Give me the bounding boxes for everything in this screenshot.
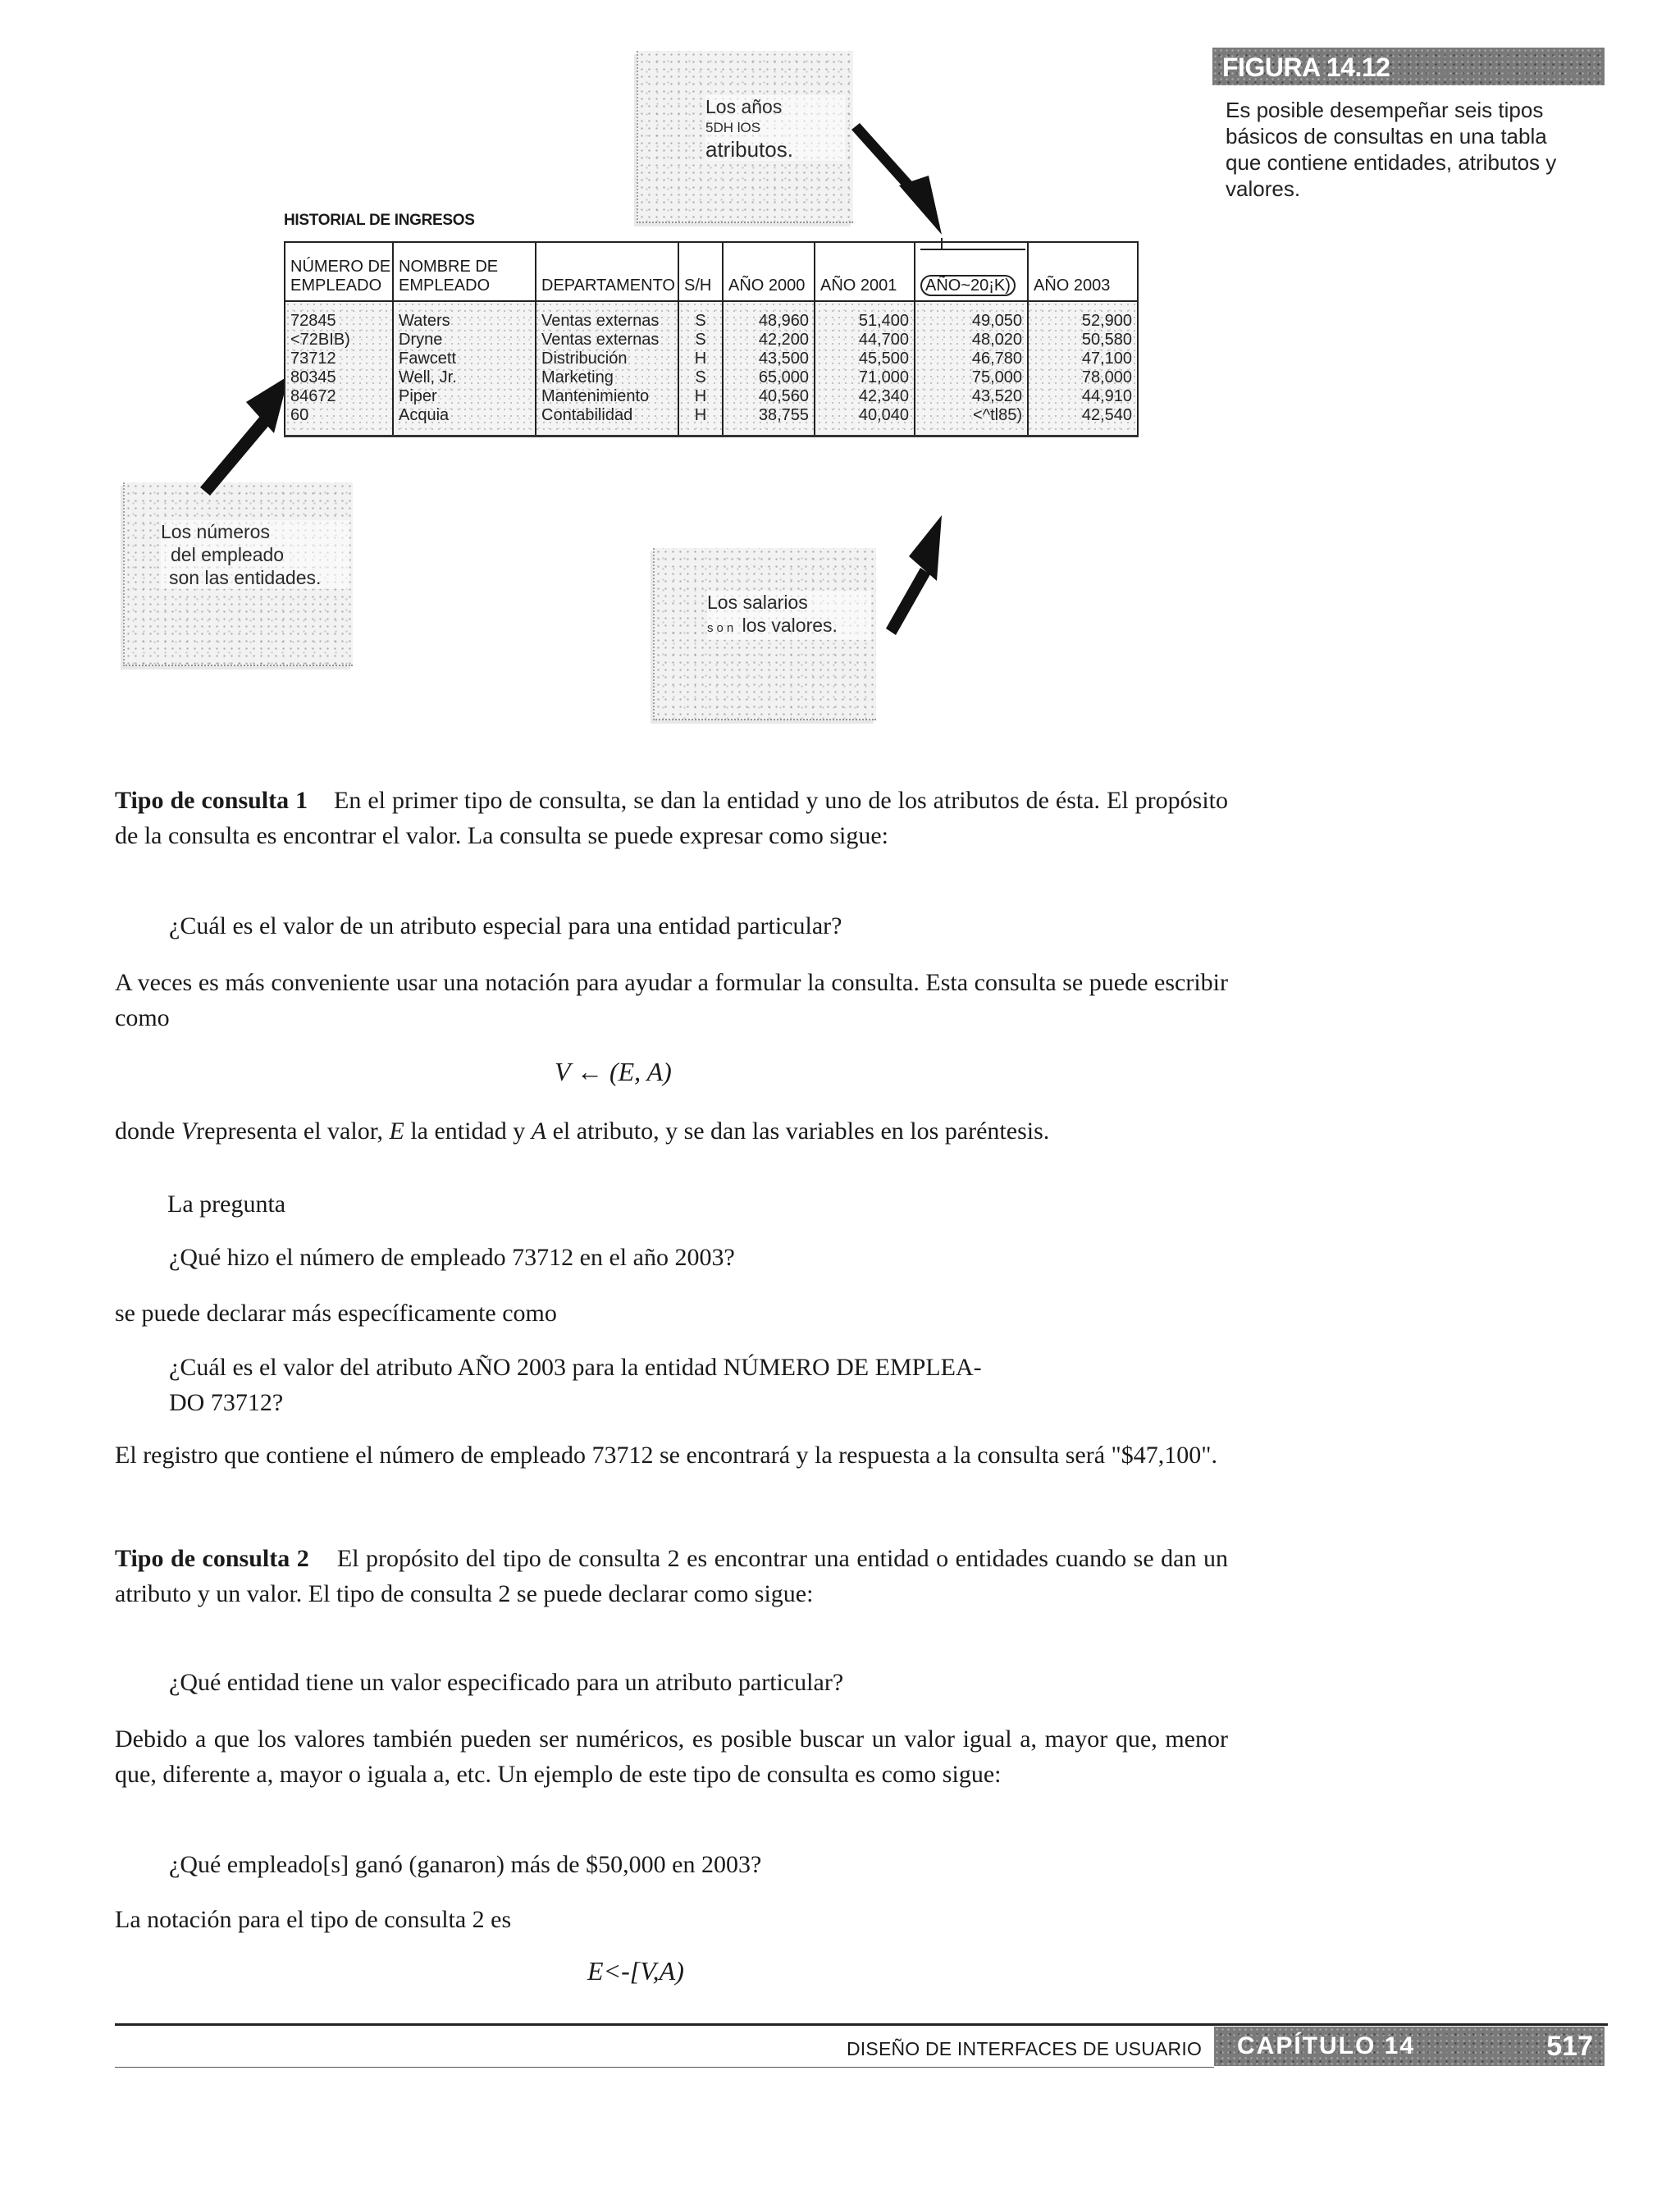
table-row bbox=[285, 406, 1138, 436]
cell-year-2001: 40,040 bbox=[815, 406, 915, 436]
paragraph-type1-where bbox=[115, 1113, 1228, 1149]
arrow-to-salary-value-icon bbox=[886, 515, 942, 635]
callout-employees-line1: Los números bbox=[161, 521, 270, 542]
header-employee-name-2: EMPLEADO bbox=[399, 277, 491, 295]
cell-employee-name: Acquia bbox=[393, 406, 536, 436]
figure-label: FIGURA 14.12 bbox=[1222, 53, 1390, 82]
text-where-b: representa el valor, bbox=[196, 1117, 383, 1145]
cell-employee-name: Well, Jr. bbox=[393, 368, 536, 387]
var-v: V bbox=[180, 1117, 197, 1145]
cell-employee-name: Piper bbox=[393, 387, 536, 406]
cell-year-2003: 50,580 bbox=[1028, 331, 1138, 350]
cell-year-2003: 52,900 bbox=[1028, 301, 1138, 331]
paragraph-type1-intro bbox=[115, 783, 1228, 853]
cell-department: Contabilidad bbox=[536, 406, 678, 436]
footer-chapter: CAPÍTULO 14 bbox=[1237, 2032, 1416, 2059]
cell-sh: H bbox=[678, 387, 723, 406]
heading-type2: Tipo de consulta 2 bbox=[115, 1545, 309, 1572]
header-year-2000: AÑO 2000 bbox=[723, 242, 815, 301]
cell-year-2002: 75,000 bbox=[915, 368, 1028, 387]
cell-year-2002: 49,050 bbox=[915, 301, 1028, 331]
table-row bbox=[285, 301, 1138, 331]
cell-employee-name: Fawcett bbox=[393, 350, 536, 368]
text-where-d: el atributo, y se dan las variables en los paréntesis. bbox=[552, 1117, 1050, 1145]
cell-year-2001: 42,340 bbox=[815, 387, 915, 406]
cell-sh: S bbox=[678, 331, 723, 350]
cell-sh: S bbox=[678, 301, 723, 331]
question-type1: ¿Cuál es el valor de un atributo especial para una entidad particular? bbox=[169, 912, 842, 939]
callout-salaries-line2: los valores. bbox=[742, 615, 838, 636]
callout-years-line1: Los años bbox=[705, 96, 783, 117]
text-type2: El propósito del tipo de consulta 2 es encontrar una entidad o entidades cuando se dan un atributo y un valor. El tipo de consulta 2 se puede declarar como sigue: bbox=[115, 1545, 1229, 1607]
table-row bbox=[285, 387, 1138, 406]
footer-rule bbox=[115, 2023, 1608, 2026]
text-where-a: donde bbox=[115, 1117, 176, 1145]
cell-year-2000: 43,500 bbox=[723, 350, 815, 368]
income-history-table bbox=[284, 241, 1139, 437]
cell-employee-number: <72BIB) bbox=[285, 331, 393, 350]
cell-employee-number: 73712 bbox=[285, 350, 393, 368]
cell-year-2000: 38,755 bbox=[723, 406, 815, 436]
header-year-2002-label: AÑO~20¡K) bbox=[920, 275, 1016, 296]
callout-employees-line3: son las entidades. bbox=[169, 567, 322, 588]
cell-year-2001: 44,700 bbox=[815, 331, 915, 350]
cell-employee-number: 80345 bbox=[285, 368, 393, 387]
table-row bbox=[285, 350, 1138, 368]
header-employee-number-2: EMPLEADO bbox=[290, 277, 382, 295]
cell-employee-name: Dryne bbox=[393, 331, 536, 350]
table-row bbox=[285, 368, 1138, 387]
cell-year-2002: 43,520 bbox=[915, 387, 1028, 406]
cell-department: Mantenimiento bbox=[536, 387, 678, 406]
callout-salaries-prefix: son bbox=[707, 621, 737, 635]
cell-department: Marketing bbox=[536, 368, 678, 387]
paragraph-declare: se puede declarar más específicamente como bbox=[115, 1300, 557, 1327]
header-sh: S/H bbox=[678, 242, 723, 301]
cell-year-2001: 45,500 bbox=[815, 350, 915, 368]
header-employee-name-1: NOMBRE DE bbox=[399, 258, 499, 276]
cell-sh: H bbox=[678, 406, 723, 436]
cell-year-2001: 71,000 bbox=[815, 368, 915, 387]
question-type2: ¿Qué entidad tiene un valor especificado para un atributo particular? bbox=[169, 1669, 844, 1696]
table-title: HISTORIAL DE INGRESOS bbox=[284, 212, 475, 229]
arrow-to-years-column-icon bbox=[851, 123, 942, 235]
cell-year-2003: 78,000 bbox=[1028, 368, 1138, 387]
cell-sh: H bbox=[678, 350, 723, 368]
callout-years-line2: 5DH lOS bbox=[705, 120, 761, 135]
cell-year-2000: 65,000 bbox=[723, 368, 815, 387]
formula-type2: E<-[V,A) bbox=[587, 1956, 684, 1986]
var-e: E bbox=[389, 1117, 404, 1145]
cell-department: Ventas externas bbox=[536, 301, 678, 331]
header-employee-number bbox=[285, 242, 393, 301]
cell-year-2000: 40,560 bbox=[723, 387, 815, 406]
header-year-2001: AÑO 2001 bbox=[815, 242, 915, 301]
footer-chapter-badge bbox=[1214, 2027, 1605, 2066]
callout-salaries-line1: Los salarios bbox=[707, 592, 808, 613]
formula-type1: V ← (E, A) bbox=[555, 1057, 672, 1086]
arrow-to-employee-column-icon bbox=[200, 376, 289, 496]
cell-employee-number: 72845 bbox=[285, 301, 393, 331]
question-type1-specific-line2: DO 73712? bbox=[169, 1389, 284, 1416]
question-type1-specific-line1: ¿Cuál es el valor del atributo AÑO 2003 para la entidad NÚMERO DE EMPLEA- bbox=[169, 1354, 982, 1381]
paragraph-type2-notation: La notación para el tipo de consulta 2 es bbox=[115, 1906, 512, 1933]
cell-year-2003: 44,910 bbox=[1028, 387, 1138, 406]
table-body bbox=[285, 301, 1138, 436]
cell-employee-number: 84672 bbox=[285, 387, 393, 406]
footer-rule-bottom bbox=[115, 2067, 1214, 2068]
question-type2-example: ¿Qué empleado[s] ganó (ganaron) más de $50,000 en 2003? bbox=[169, 1851, 762, 1878]
cell-year-2003: 47,100 bbox=[1028, 350, 1138, 368]
cell-year-2001: 51,400 bbox=[815, 301, 915, 331]
cell-year-2000: 48,960 bbox=[723, 301, 815, 331]
question-type1-example: ¿Qué hizo el número de empleado 73712 en el año 2003? bbox=[169, 1244, 735, 1271]
text-type1: En el primer tipo de consulta, se dan la entidad y uno de los atributos de ésta. El propósito de la consulta es encontrar el valor. La consulta se puede expresar como sigue: bbox=[115, 787, 1229, 849]
callout-employees-line2: del empleado bbox=[171, 544, 285, 565]
heading-type1: Tipo de consulta 1 bbox=[115, 787, 308, 814]
table-header-row bbox=[285, 242, 1138, 301]
question-type1-specific bbox=[169, 1350, 982, 1420]
paragraph-la-pregunta: La pregunta bbox=[167, 1191, 286, 1218]
cell-year-2002: 46,780 bbox=[915, 350, 1028, 368]
cell-sh: S bbox=[678, 368, 723, 387]
cell-year-2002: 48,020 bbox=[915, 331, 1028, 350]
footer-section-title: DISEÑO DE INTERFACES DE USUARIO bbox=[847, 2038, 1203, 2059]
footer-page-number: 517 bbox=[1546, 2031, 1593, 2062]
figure-caption: Es posible desempeñar seis tipos básicos de consultas en una tabla que contiene entidades, atributos y valores. bbox=[1226, 98, 1557, 201]
paragraph-type1-answer: El registro que contiene el número de empleado 73712 se encontrará y la respuesta a la consulta será "$47,100". bbox=[115, 1442, 1218, 1469]
cell-department: Ventas externas bbox=[536, 331, 678, 350]
header-department: DEPARTAMENTO bbox=[536, 242, 678, 301]
table-row bbox=[285, 331, 1138, 350]
callout-years-line3: atributos. bbox=[705, 137, 793, 162]
header-employee-number-1: NÚMERO DE bbox=[290, 258, 391, 276]
text-where-c: la entidad y bbox=[410, 1117, 526, 1145]
var-a: A bbox=[531, 1117, 547, 1145]
paragraph-type1-notation: A veces es más conveniente usar una notación para ayudar a formular la consulta. Esta consulta se puede escribir como bbox=[115, 969, 1228, 1031]
cell-employee-name: Waters bbox=[393, 301, 536, 331]
header-employee-name bbox=[393, 242, 536, 301]
paragraph-type2-intro bbox=[115, 1541, 1228, 1611]
paragraph-type2-numeric: Debido a que los valores también pueden ser numéricos, es posible buscar un valor igual a, mayor que, menor que, diferente a, mayor o iguala a, etc. Un ejemplo de este tipo de consulta es como sigue: bbox=[115, 1725, 1228, 1788]
header-year-2002 bbox=[915, 242, 1028, 301]
cell-year-2000: 42,200 bbox=[723, 331, 815, 350]
cell-employee-number: 60 bbox=[285, 406, 393, 436]
cell-year-2002: <^tl85) bbox=[915, 406, 1028, 436]
header-year-2003: AÑO 2003 bbox=[1028, 242, 1138, 301]
cell-year-2003: 42,540 bbox=[1028, 406, 1138, 436]
cell-department: Distribución bbox=[536, 350, 678, 368]
